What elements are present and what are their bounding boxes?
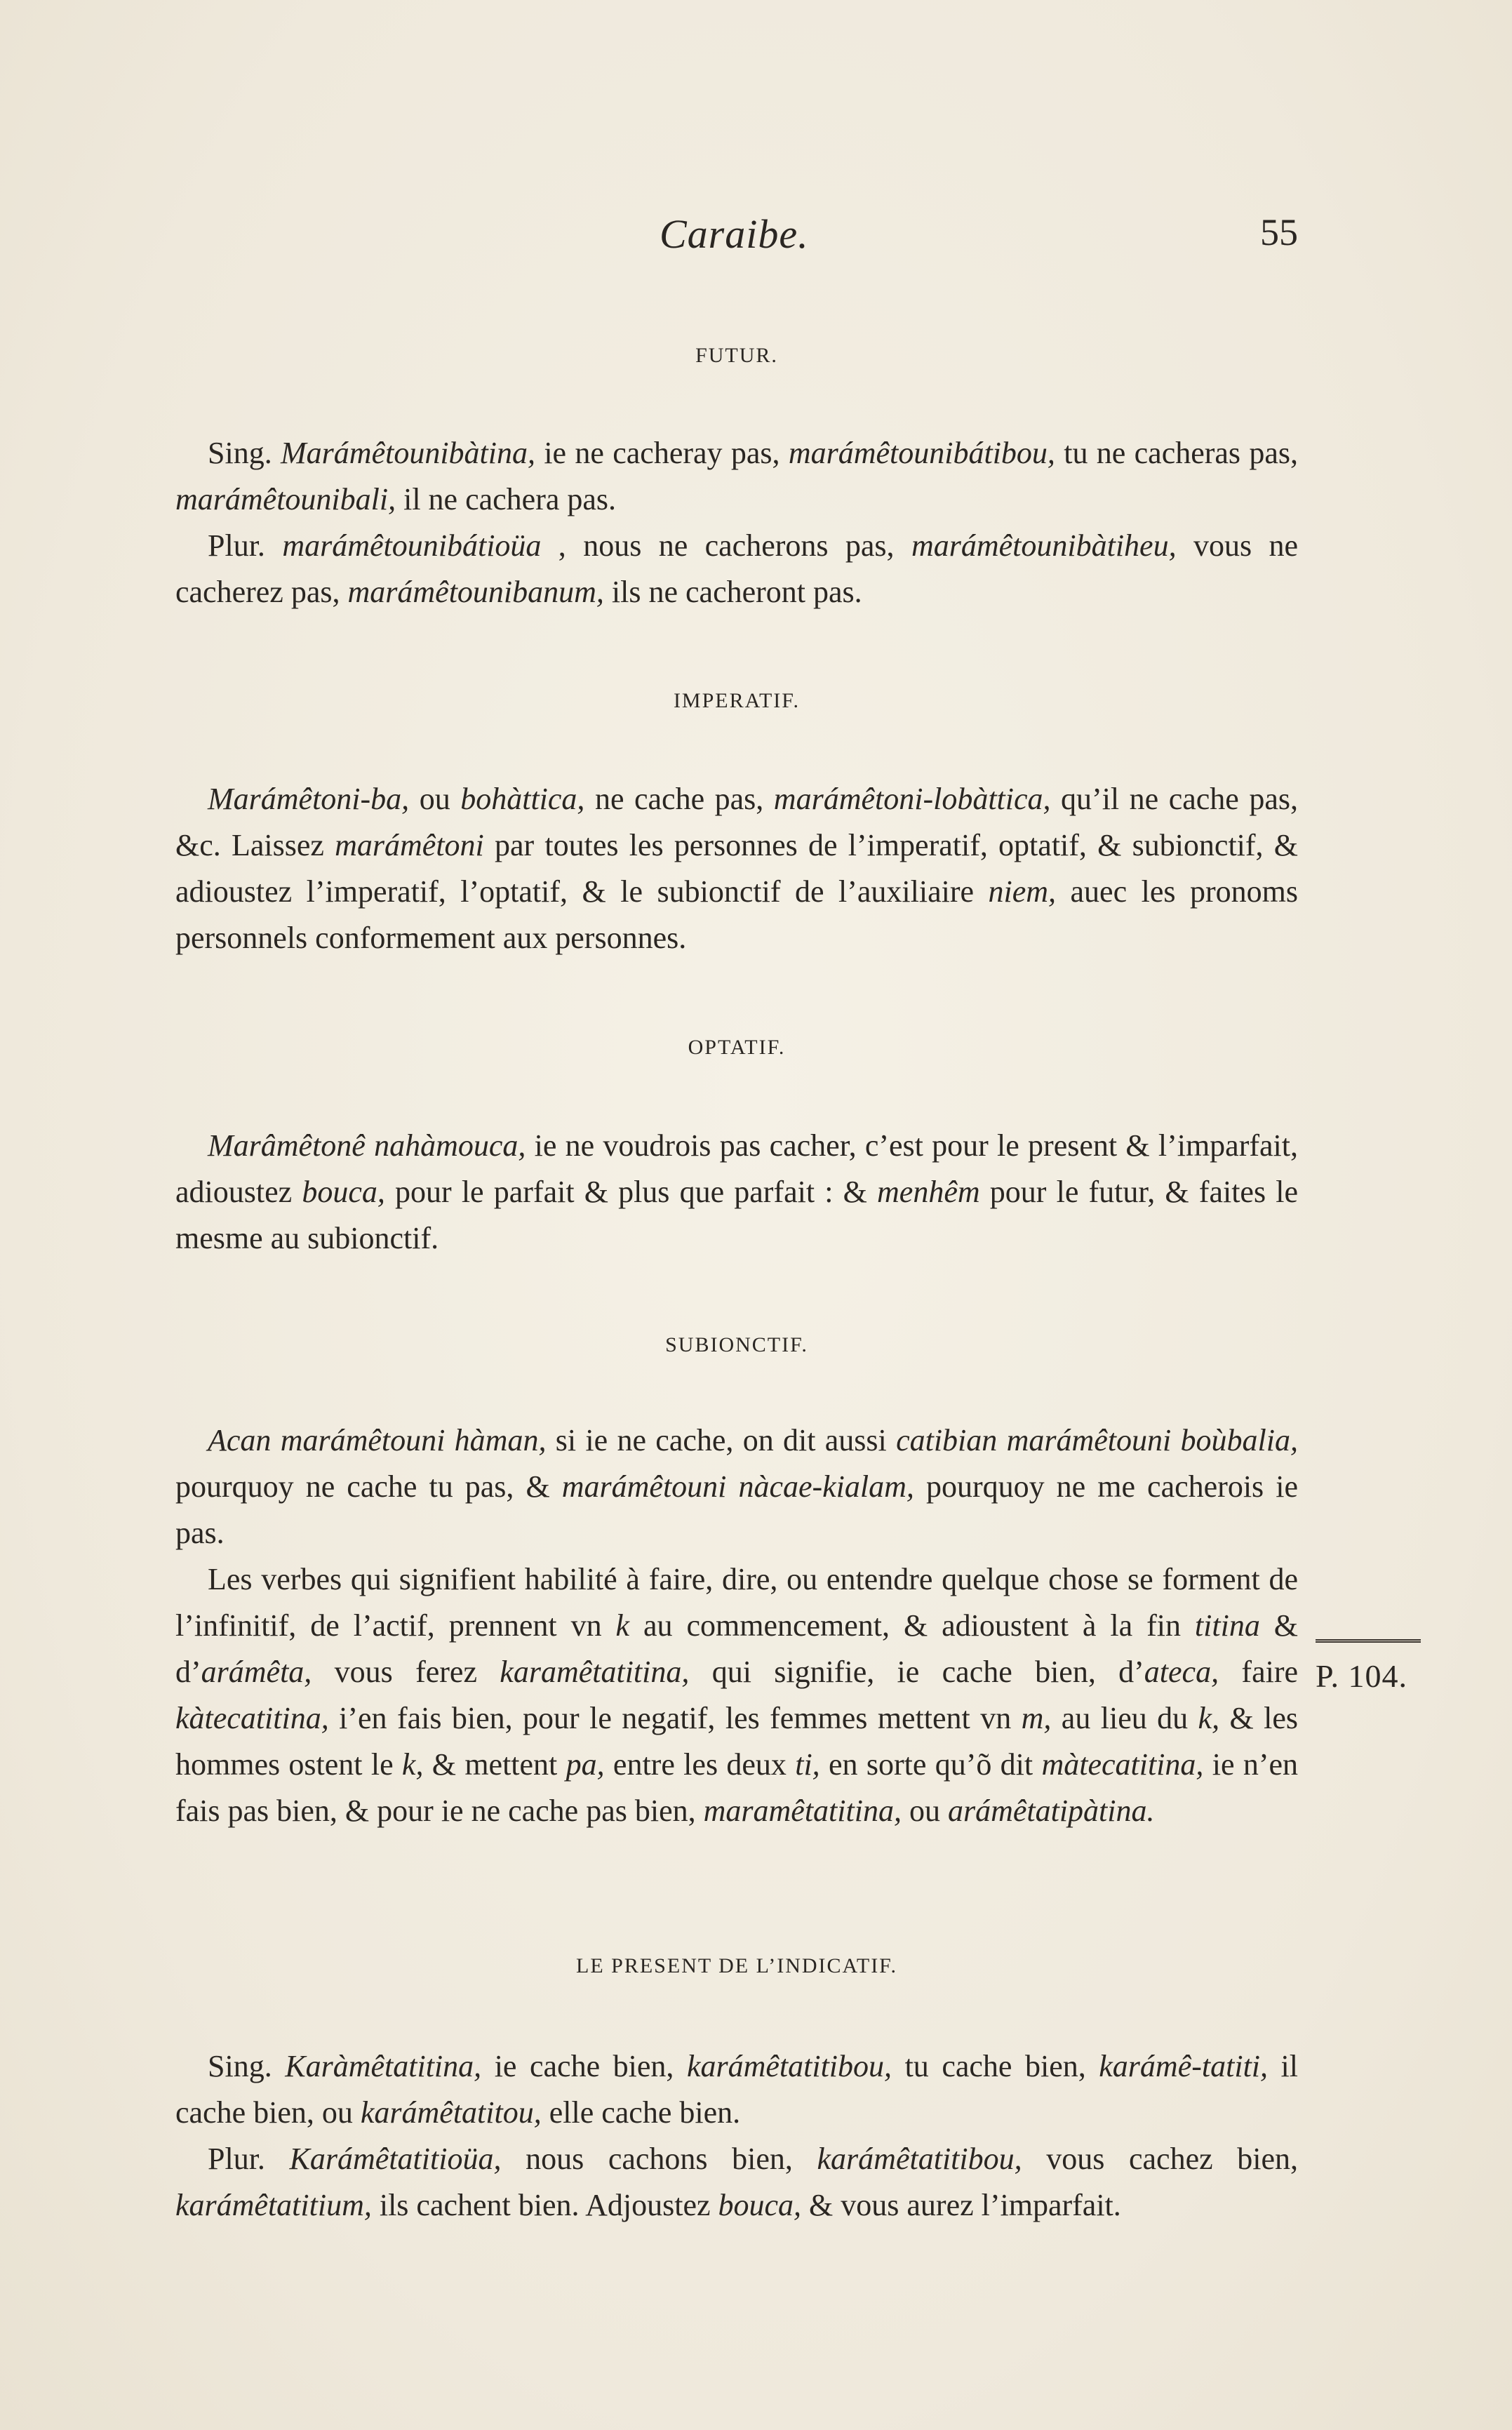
margin-rule bbox=[1316, 1639, 1421, 1647]
subionctif-paragraph-1: Acan marámêtouni hàman, si ie ne cache, on dit aussi catibian marámêtouni boùbalia, pourquoy ne cache tu pas, & marámêtouni nàcae-kialam, pourquoy ne me cacherois ie pas. bbox=[175, 1423, 1298, 1550]
paragraph-subionctif bbox=[175, 1417, 1298, 1834]
heading-imperatif: IMPERATIF. bbox=[673, 689, 801, 712]
paragraph-present-indicatif bbox=[175, 2043, 1298, 2229]
paragraph-futur bbox=[175, 430, 1298, 615]
present-plural: Plur. Karámêtatitioüa, nous cachons bien, karámêtatitibou, vous cachez bien, karámêtatitium, ils cachent bien. Adjoustez bouca, & vous aurez l’imparfait. bbox=[175, 2142, 1299, 2222]
heading-futur: FUTUR. bbox=[695, 344, 778, 367]
paragraph-optatif: Marâmêtonê nahàmouca, ie ne voudrois pas cacher, c’est pour le present & l’imparfait, adioustez bouca, pour le parfait & plus que parfait : & menhêm pour le futur, & faites le mesme au subionctif. bbox=[175, 1128, 1298, 1255]
subionctif-paragraph-2: Les verbes qui signifient habilité à faire, dire, ou entendre quelque chose se forment de l’infinitif, de l’actif, prennent vn k au commencement, & adioustent à la fin titina & d’arámêta, vous ferez karamêtatitina, qui signifie, ie cache bien, d’ateca, faire kàtecatitina, i’en fais bien, pour le negatif, les femmes mettent vn m, au lieu du k, & les hommes ostent le k, & mettent pa, entre les deux ti, en sorte qu’õ dit màtecatitina, ie n’en fais pas bien, & pour ie ne cache pas bien, maramêtatitina, ou arámêtatipàtina. bbox=[175, 1562, 1299, 1828]
futur-plural: Plur. marámêtounibátioüa , nous ne cacherons pas, marámêtounibàtiheu, vous ne cacherez pas, marámêtounibanum, ils ne cacheront pas. bbox=[175, 528, 1299, 609]
heading-subionctif: SUBIONCTIF. bbox=[665, 1333, 808, 1356]
page-header bbox=[175, 211, 1298, 274]
margin-page-reference: P. 104. bbox=[1316, 1658, 1407, 1694]
heading-optatif: OPTATIF. bbox=[688, 1036, 786, 1059]
futur-singular: Sing. Marámêtounibàtina, ie ne cacheray pas, marámêtounibátibou, tu ne cacheras pas, marámêtounibali, il ne cachera pas. bbox=[175, 436, 1299, 516]
running-title: Caraibe. bbox=[660, 211, 809, 257]
paragraph-imperatif: Marámêtoni-ba, ou bohàttica, ne cache pas, marámêtoni-lobàttica, qu’il ne cache pas, &c. Laissez marámêtoni par toutes les personnes de l’imperatif, optatif, & subionctif, & adioustez l’imperatif, l’optatif, & le subionctif de l’auxiliaire niem, auec les pronoms personnels conformement aux personnes. bbox=[175, 782, 1298, 955]
present-singular: Sing. Karàmêtatitina, ie cache bien, karámêtatitibou, tu cache bien, karámê-tatiti, il cache bien, ou karámêtatitou, elle cache bien. bbox=[175, 2049, 1299, 2130]
heading-present-indicatif: LE PRESENT DE L’INDICATIF. bbox=[576, 1954, 897, 1977]
page-number: 55 bbox=[1260, 211, 1298, 253]
